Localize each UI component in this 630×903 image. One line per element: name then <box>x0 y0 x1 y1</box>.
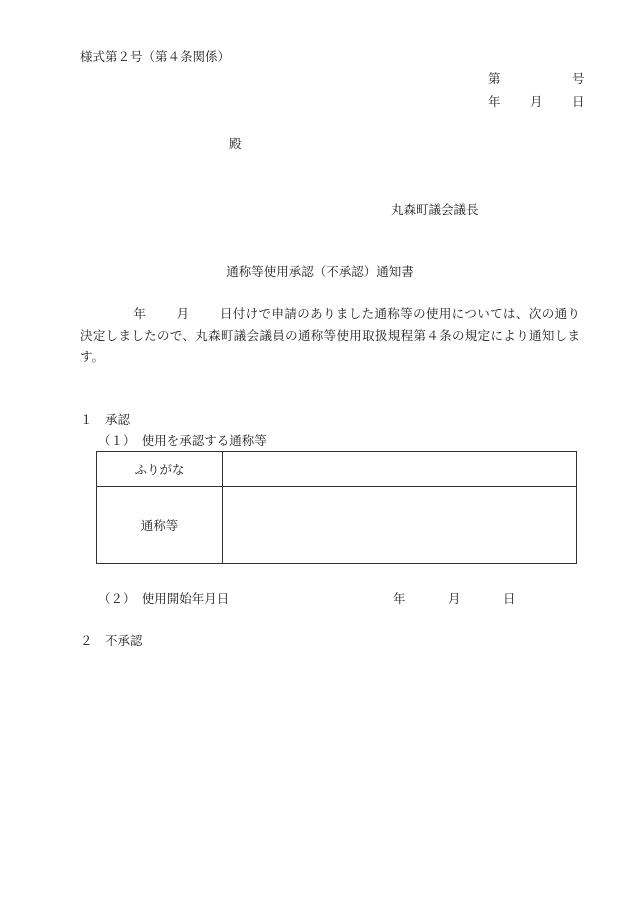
start-date-heading: （２） 使用開始年月日 <box>98 591 230 606</box>
number-prefix: 第 <box>488 71 501 86</box>
body-text: 日付けで申請のありました通称等の使用については、次の通り決定しましたので、丸森町議会議員の通称等使用取扱規程第４条の規定により通知します。 <box>80 306 580 365</box>
start-date-day: 日 <box>503 591 516 606</box>
approved-name-table <box>96 451 577 564</box>
section-approval-heading: １ 承認 <box>80 412 131 427</box>
start-date-month: 月 <box>448 591 461 606</box>
date-month: 月 <box>530 94 543 109</box>
furigana-value-cell <box>223 452 577 487</box>
table-row <box>97 452 577 487</box>
body-year: 年 <box>133 306 147 321</box>
section-rejection-heading: ２ 不承認 <box>80 633 143 648</box>
addressee-honorific: 殿 <box>229 136 242 151</box>
start-date-year: 年 <box>393 591 406 606</box>
furigana-label: ふりがな <box>97 452 223 487</box>
name-label: 通称等 <box>97 487 223 564</box>
body-paragraph <box>80 303 580 368</box>
sender-name: 丸森町議会議長 <box>391 202 479 217</box>
date-year: 年 <box>488 94 501 109</box>
table-row <box>97 487 577 564</box>
document-title: 通称等使用承認（不承認）通知書 <box>226 264 414 279</box>
date-day: 日 <box>572 94 585 109</box>
name-value-cell <box>223 487 577 564</box>
approved-name-heading: （１） 使用を承認する通称等 <box>98 433 267 448</box>
form-code: 様式第２号（第４条関係） <box>80 49 231 64</box>
body-month: 月 <box>176 306 190 321</box>
number-suffix: 号 <box>572 71 585 86</box>
